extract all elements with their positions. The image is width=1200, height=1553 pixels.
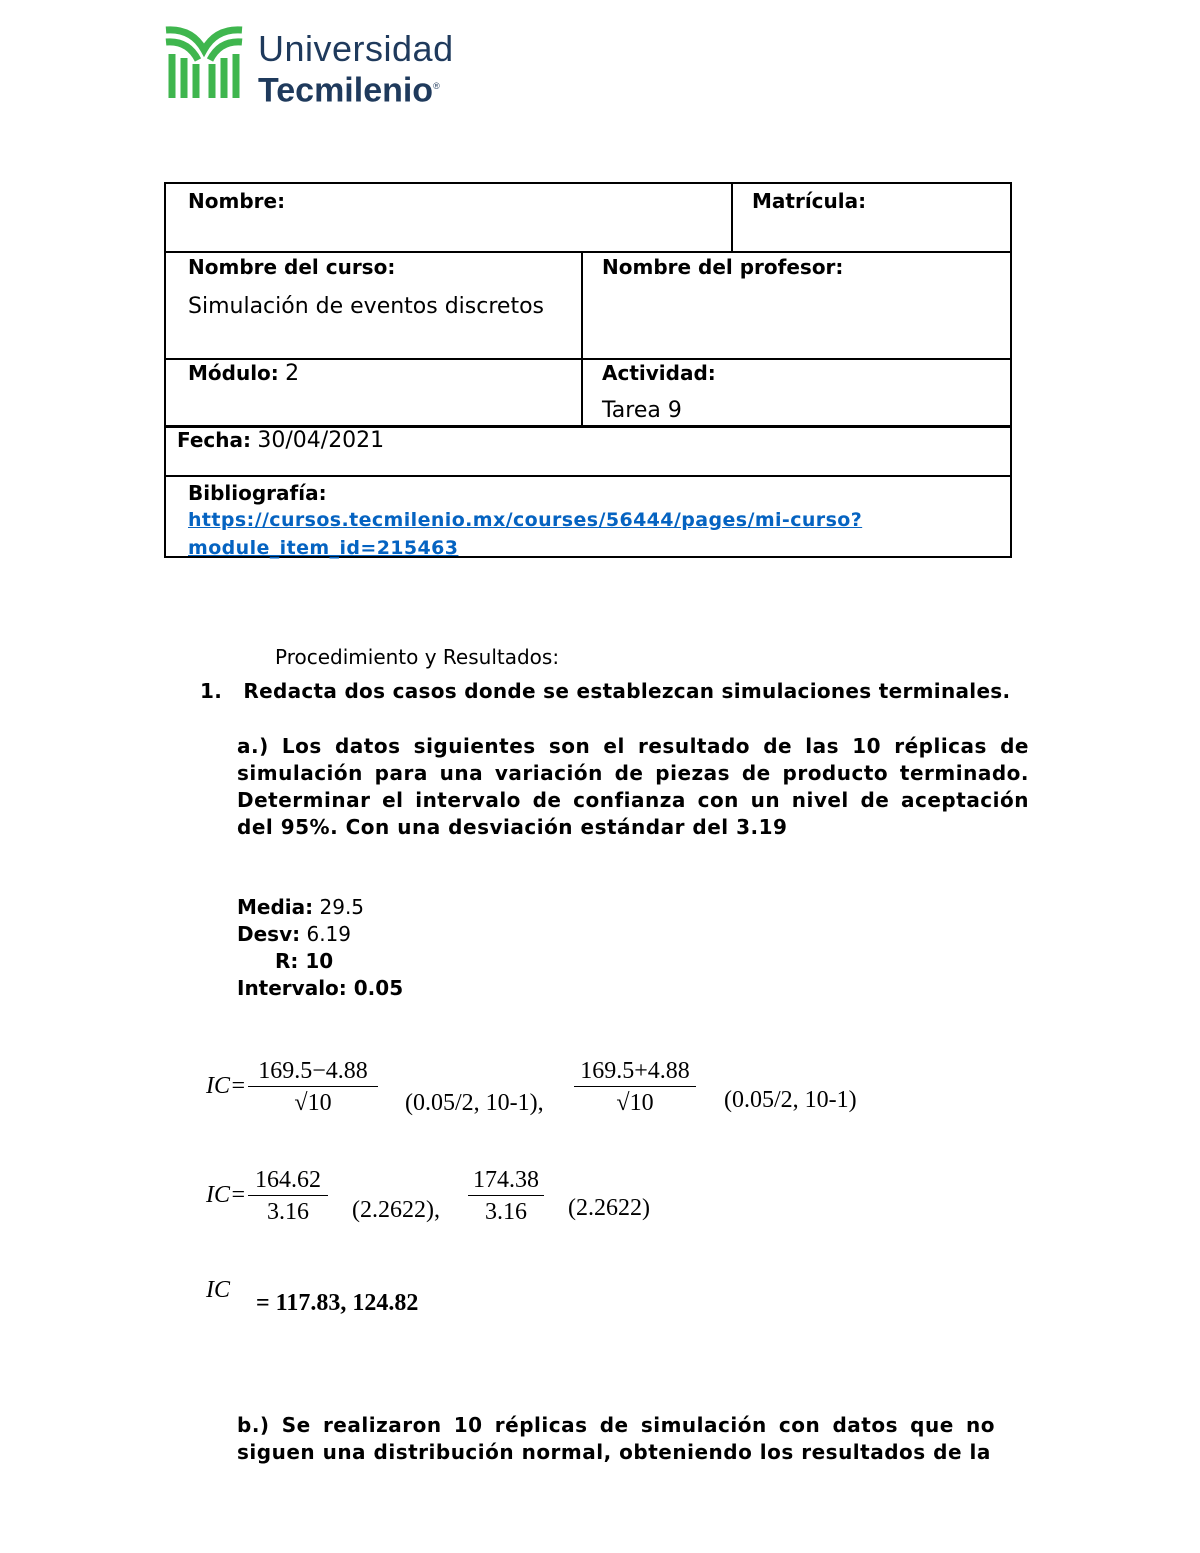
university-logo [162, 24, 246, 100]
formula2-fraction2 [468, 1167, 544, 1228]
logo-tecmilenio-text: Tecmilenio [258, 71, 434, 110]
media-value: 29.5 [319, 895, 365, 919]
formula2-frac1-numerator: 164.62 [248, 1167, 328, 1196]
stat-media [237, 894, 364, 921]
bibliografia-link-line1[interactable]: https://cursos.tecmilenio.mx/courses/56444/pages/mi-curso? [188, 509, 863, 531]
actividad-cell [602, 360, 716, 424]
formula2-fraction1 [248, 1167, 328, 1228]
modulo-label: Módulo: [188, 361, 279, 385]
bibliografia-label: Bibliografía: [188, 481, 327, 505]
actividad-label: Actividad: [602, 361, 716, 385]
actividad-value: Tarea 9 [602, 398, 682, 423]
intervalo-value: 0.05 [353, 976, 404, 1000]
list-item-1 [200, 678, 1010, 705]
table-divider [731, 184, 733, 251]
r-value: 10 [305, 949, 334, 973]
table-divider [166, 475, 1010, 477]
table-divider [581, 251, 583, 425]
curso-value: Simulación de eventos discretos [188, 294, 544, 319]
formula1-fraction2 [574, 1058, 696, 1119]
profesor-label: Nombre del profesor: [602, 255, 844, 279]
logo-wordmark [258, 30, 454, 108]
logo-line-tecmilenio [258, 68, 454, 108]
stat-desv [237, 921, 351, 948]
curso-cell [188, 254, 544, 320]
formula2-middle: (2.2622), [352, 1197, 440, 1223]
stat-intervalo [237, 975, 403, 1002]
bibliografia-link-line2[interactable]: module_item_id=215463 [188, 537, 459, 559]
nombre-cell [188, 188, 285, 214]
bibliografia-link[interactable] [188, 506, 862, 562]
fecha-value: 30/04/2021 [257, 428, 385, 453]
formula2-prefix: IC= [206, 1182, 247, 1208]
modulo-cell [188, 360, 299, 387]
matricula-label: Matrícula: [752, 189, 867, 213]
formula1-middle: (0.05/2, 10-1), [405, 1090, 544, 1116]
section-title: Procedimiento y Resultados: [275, 645, 560, 669]
matricula-cell [752, 188, 866, 214]
stat-r [275, 948, 333, 975]
logo-line-universidad: Universidad [258, 28, 454, 69]
bibliografia-cell [188, 480, 862, 562]
r-label: R: [275, 949, 299, 973]
formula2-frac2-numerator: 174.38 [468, 1167, 544, 1196]
header-info-table [164, 182, 1012, 558]
formula1-frac1-denominator: √10 [294, 1090, 332, 1116]
formula1-frac2-numerator: 169.5+4.88 [574, 1058, 696, 1087]
modulo-value: 2 [285, 361, 300, 386]
formula3-ic: IC [206, 1277, 230, 1303]
formula1-prefix: IC= [206, 1073, 247, 1099]
desv-value: 6.19 [306, 922, 351, 946]
formula1-fraction1 [248, 1058, 378, 1119]
nombre-label: Nombre: [188, 189, 286, 213]
intervalo-label: Intervalo: [237, 976, 347, 1000]
formula1-end: (0.05/2, 10-1) [724, 1087, 857, 1113]
formula1-frac2-denominator: √10 [616, 1090, 654, 1116]
tecmilenio-emblem-icon [162, 24, 246, 100]
desv-label: Desv: [237, 922, 301, 946]
table-divider [166, 251, 1010, 253]
fecha-cell [177, 427, 384, 454]
fecha-label: Fecha: [177, 428, 252, 452]
formula1-frac1-numerator: 169.5−4.88 [248, 1058, 378, 1087]
list-item-text: Redacta dos casos donde se establezcan simulaciones terminales. [243, 679, 1011, 703]
formula2-frac1-denominator: 3.16 [267, 1199, 309, 1225]
paragraph-b: b.) Se realizaron 10 réplicas de simulación con datos que no siguen una distribución normal, obteniendo los resultados de la [237, 1413, 995, 1464]
list-item-number: 1. [200, 679, 223, 703]
formula2-frac2-denominator: 3.16 [485, 1199, 527, 1225]
logo-registered-mark: ® [433, 81, 440, 91]
formula3-result: = 117.83, 124.82 [256, 1290, 419, 1316]
paragraph-a: a.) Los datos siguientes son el resultado de las 10 réplicas de simulación para una variación de piezas de producto terminado. Determinar el intervalo de confianza con un nivel de aceptación del 95%. Con una desviación estándar del 3.19 [237, 734, 1029, 839]
curso-label: Nombre del curso: [188, 255, 396, 279]
profesor-cell [602, 254, 843, 280]
media-label: Media: [237, 895, 314, 919]
formula2-end: (2.2622) [568, 1195, 650, 1221]
